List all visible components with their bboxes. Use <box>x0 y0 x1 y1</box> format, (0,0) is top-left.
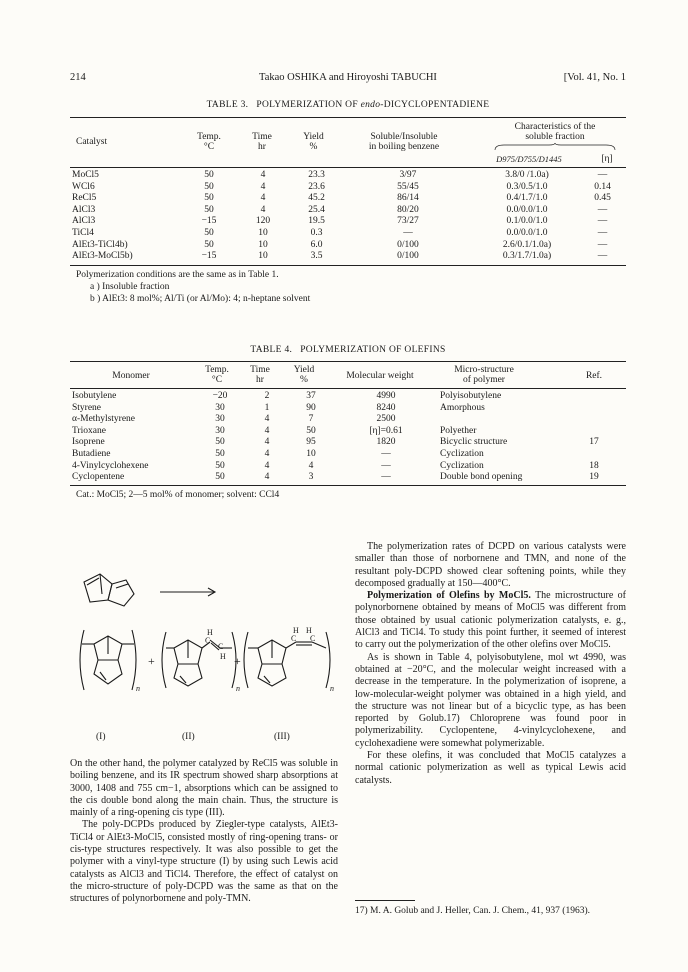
table-row <box>70 437 626 449</box>
subscript-n-2: n <box>236 684 240 693</box>
t4-header-monomer: Monomer <box>112 371 150 381</box>
t4-cell-ref <box>562 391 626 403</box>
t4-cell-micro: Polyether <box>440 425 477 436</box>
c-atom-iii-right: C <box>310 634 316 643</box>
footnote-rule <box>355 900 415 901</box>
t4-cell-ref: 17 <box>589 437 599 448</box>
table4-top-rule <box>70 361 626 362</box>
t4-cell-micro <box>438 414 562 426</box>
t3-cell-catalyst: MoCl5 <box>72 170 99 180</box>
t3-cell-catalyst: WCl6 <box>72 181 95 192</box>
t3-cell-time: 10 <box>258 239 268 250</box>
t4-cell-monomer: Isobutylene <box>72 391 117 401</box>
t4-cell-monomer: α-Methylstyrene <box>72 414 136 425</box>
t3-cell-time: 120 <box>255 216 271 227</box>
t3-cell-yield: 0.3 <box>310 227 323 238</box>
t3-cell-yield: 25.4 <box>308 204 325 215</box>
t4-cell-time: 4 <box>264 414 270 425</box>
table-row <box>70 403 626 415</box>
t4-cell-mw: 1820 <box>376 437 396 448</box>
footnote-17: 17) M. A. Golub and J. Heller, Can. J. Chem., 41, 937 (1963). <box>355 906 590 916</box>
plus-sign-2: + <box>234 654 241 668</box>
t3-cell-eta: — <box>597 170 608 180</box>
t4-cell-time: 1 <box>264 402 270 413</box>
t3-cell-temp: −15 <box>201 216 217 227</box>
t3-header-catalyst: Catalyst <box>76 137 108 147</box>
t4-cell-monomer: Trioxane <box>72 425 106 436</box>
t3-cell-catalyst: TiCl4 <box>72 227 94 238</box>
t4-cell-yield: 7 <box>308 414 314 425</box>
table3-body <box>70 170 626 263</box>
t4-cell-ref <box>562 426 626 438</box>
label-structure-i: (I) <box>96 732 106 742</box>
t3-cell-solubility: 86/14 <box>397 193 419 204</box>
t3-cell-ratio: 0.0/0.0/1.0 <box>506 204 548 215</box>
t4-cell-ref <box>562 449 626 461</box>
t4-cell-monomer: 4-Vinylcyclohexene <box>72 460 149 471</box>
t3-cell-yield: 23.6 <box>308 181 325 192</box>
t3-cell-time: 4 <box>260 204 266 215</box>
t3-cell-solubility: — <box>403 227 413 238</box>
table3-bottom-rule <box>70 265 626 266</box>
t4-header-time: Time hr <box>250 365 270 385</box>
t3-cell-temp: 50 <box>204 227 214 238</box>
t3-note-conditions: Polymerization conditions are the same as in Table 1. <box>76 270 279 280</box>
t4-header-ref: Ref. <box>585 371 603 381</box>
t3-cell-ratio: 0.1/0.0/1.0 <box>506 216 548 227</box>
t3-cell-yield: 19.5 <box>308 216 325 227</box>
plus-sign-1: + <box>148 654 155 668</box>
polymer-structure-i <box>80 630 136 690</box>
t3-cell-eta: — <box>597 216 608 227</box>
t4-cell-mw: — <box>381 448 391 459</box>
t4-cell-micro: Polyisobutylene <box>440 391 502 401</box>
table-row <box>70 216 626 228</box>
t3-brace <box>494 143 616 151</box>
reaction-arrow <box>160 588 215 596</box>
table-row <box>70 193 626 205</box>
t3-cell-yield: 45.2 <box>308 193 325 204</box>
t3-cell-temp: 50 <box>204 193 214 204</box>
t3-header-eta: [η] <box>601 154 613 164</box>
t4-header-temp: Temp. °C <box>205 365 229 385</box>
t3-cell-ratio: 2.6/0.1/1.0a) <box>502 239 552 250</box>
left-paragraph-2: The poly-DCPDs produced by Ziegler-type catalysts, AlEt3-TiCl4 or AlEt3-MoCl5, consisted mostly of ring-opening trans- or cis-type structures respectively. It was also possible to get the polymer with a vinyl-type structure (I) by using such Lewis acid catalysts as AlCl3 and TiCl4. Therefore, the effect of catalyst on the micro-structure of poly-DCPD was the same as that on the structures of polynorbornene and poly-TMN. <box>70 819 338 905</box>
t4-header-mw: Molecular weight <box>346 371 414 381</box>
h-atom-ii-top: H <box>207 628 213 637</box>
t3-cell-catalyst: ReCl5 <box>72 193 97 204</box>
t3-cell-solubility: 73/27 <box>397 216 419 227</box>
t3-note-b: b ) AlEt3: 8 mol%; Al/Ti (or Al/Mo): 4; n-heptane solvent <box>90 294 311 304</box>
section-heading: Polymerization of Olefins by MoCl5. <box>367 590 531 602</box>
table-row <box>70 170 626 182</box>
t4-cell-time: 4 <box>264 425 270 436</box>
t3-cell-eta: 0.45 <box>594 193 611 204</box>
t4-cell-yield: 90 <box>306 402 316 413</box>
journal-volume: [Vol. 41, No. 1 <box>563 72 626 83</box>
t4-cell-time: 4 <box>264 460 270 471</box>
polymer-structure-iii <box>244 632 330 688</box>
h-atom-ii-bottom: H <box>220 652 226 661</box>
t4-cell-micro: Bicyclic structure <box>440 437 508 448</box>
t4-cell-time: 4 <box>264 472 270 483</box>
t4-cell-ref <box>562 414 626 426</box>
t4-cell-ref <box>562 403 626 415</box>
t4-cell-mw: — <box>381 472 391 483</box>
t3-cell-ratio: 0.3/0.5/1.0 <box>506 181 548 192</box>
table4-caption: TABLE 4. POLYMERIZATION OF OLEFINS <box>250 345 446 355</box>
t4-cell-mw: 8240 <box>376 402 396 413</box>
t3-cell-ratio: 0.3/1.7/1.0a) <box>502 251 552 262</box>
table-row <box>70 240 626 252</box>
subscript-n-3: n <box>330 684 334 693</box>
t3-cell-time: 4 <box>260 181 266 192</box>
t3-cell-ratio: 3.8/0 /1.0a) <box>505 170 549 180</box>
t4-cell-yield: 4 <box>308 460 314 471</box>
t4-cell-monomer: Styrene <box>72 402 102 413</box>
t3-cell-eta: — <box>597 227 608 238</box>
table3-caption: TABLE 3. POLYMERIZATION OF endo-DICYCLOPENTADIENE <box>206 100 490 110</box>
right-paragraph-2: Polymerization of Olefins by MoCl5. The microstructure of polynorbornene obtained by means of MoCl5 was different from those obtained by usual cationic polymerization catalysts, e. g., AlCl3 and TiCl4. To study this point further, it seemed of interest to carry out the polymerization of the other olefins over MoCl5. <box>355 590 626 651</box>
reaction-scheme <box>70 560 340 750</box>
table-row <box>70 426 626 438</box>
table4-header-rule <box>70 388 626 389</box>
t3-cell-solubility: 80/20 <box>397 204 419 215</box>
t4-cell-yield: 50 <box>306 425 316 436</box>
t4-header-micro: Micro-structure of polymer <box>454 365 514 385</box>
t3-header-time: Time hr <box>252 132 272 152</box>
h-atom-iii-left: H <box>293 626 299 635</box>
table4-body <box>70 391 626 484</box>
t4-cell-monomer: Butadiene <box>72 448 111 459</box>
t4-cell-ref: 18 <box>589 460 599 471</box>
t4-cell-monomer: Cyclopentene <box>72 472 125 483</box>
table-row <box>70 461 626 473</box>
t4-cell-micro: Cyclization <box>440 460 484 471</box>
t4-cell-yield: 3 <box>308 472 314 483</box>
t3-cell-yield: 3.5 <box>310 251 323 262</box>
t4-cell-micro: Amorphous <box>440 402 485 413</box>
t3-cell-ratio: 0.0/0.0/1.0 <box>506 227 548 238</box>
table-row <box>70 449 626 461</box>
t3-cell-temp: 50 <box>204 204 214 215</box>
table-row <box>70 205 626 217</box>
t3-cell-time: 10 <box>258 251 268 262</box>
t3-cell-eta: — <box>597 204 608 215</box>
t3-header-characteristics: Characteristics of the soluble fraction <box>514 122 596 142</box>
c-atom-ii-right: C <box>218 642 224 651</box>
t3-cell-catalyst: AlCl3 <box>72 204 96 215</box>
label-structure-iii: (III) <box>274 732 290 742</box>
t3-header-solubility: Soluble/Insoluble in boiling benzene <box>368 132 440 152</box>
t4-cell-yield: 10 <box>306 448 316 459</box>
t4-cell-mw: 4990 <box>376 391 396 401</box>
t3-cell-solubility: 55/45 <box>397 181 419 192</box>
t3-cell-eta: — <box>597 239 608 250</box>
right-paragraph-1: The polymerization rates of DCPD on various catalysts were smaller than those of norbornene and TMN, and none of the resultant poly-DCPD showed clear softening points, while they decomposed gradually at 150—400°C. <box>355 541 626 589</box>
t4-cell-time: 4 <box>264 448 270 459</box>
t3-cell-temp: 50 <box>204 181 214 192</box>
table3-header-rule <box>70 167 626 168</box>
right-column <box>355 541 626 787</box>
t3-cell-catalyst: AlEt3-TiCl4b) <box>72 239 128 250</box>
t4-cell-temp: 50 <box>215 460 225 471</box>
t3-cell-temp: −15 <box>201 251 217 262</box>
running-header <box>70 72 626 86</box>
table-row <box>70 391 626 403</box>
t3-cell-catalyst: AlEt3-MoCl5b) <box>72 251 133 262</box>
t3-cell-eta: — <box>597 251 608 262</box>
t4-cell-micro: Cyclization <box>440 448 484 459</box>
t3-header-temp: Temp. °C <box>197 132 221 152</box>
label-structure-ii: (II) <box>182 732 195 742</box>
t4-cell-temp: 50 <box>215 472 225 483</box>
t3-cell-solubility: 0/100 <box>397 251 419 262</box>
running-authors: Takao OSHIKA and Hiroyoshi TABUCHI <box>259 72 437 83</box>
t3-cell-ratio: 0.4/1.7/1.0 <box>506 193 548 204</box>
t4-cell-micro: Double bond opening <box>440 472 523 483</box>
t4-cell-temp: −20 <box>212 391 228 401</box>
t3-cell-temp: 50 <box>204 239 214 250</box>
t3-header-yield: Yield % <box>303 132 324 152</box>
t4-cell-temp: 50 <box>215 448 225 459</box>
t3-cell-catalyst: AlCl3 <box>72 216 96 227</box>
c-atom-ii-left: C <box>205 636 211 645</box>
table4-bottom-rule <box>70 485 626 486</box>
t3-cell-time: 4 <box>260 170 266 180</box>
right-paragraph-4: For these olefins, it was concluded that MoCl5 catalyzes a normal cationic polymerization as well as typical Lewis acid catalysts. <box>355 750 626 786</box>
t3-cell-solubility: 3/97 <box>399 170 417 180</box>
h-atom-iii-right: H <box>306 626 312 635</box>
table-row <box>70 182 626 194</box>
t4-cell-temp: 30 <box>215 414 225 425</box>
page-number: 214 <box>70 72 86 83</box>
t4-note: Cat.: MoCl5; 2—5 mol% of monomer; solvent: CCl4 <box>76 490 280 500</box>
subscript-n-1: n <box>136 684 140 693</box>
t3-cell-temp: 50 <box>204 170 214 180</box>
t4-cell-mw: [η]=0.61 <box>369 425 403 436</box>
table-row <box>70 472 626 484</box>
dcpd-monomer <box>84 574 134 606</box>
t3-cell-yield: 6.0 <box>310 239 323 250</box>
t4-cell-yield: 37 <box>306 391 316 401</box>
t3-note-a: a ) Insoluble fraction <box>90 282 170 292</box>
t4-cell-monomer: Isoprene <box>72 437 105 448</box>
t4-cell-yield: 95 <box>306 437 316 448</box>
t3-cell-time: 4 <box>260 193 266 204</box>
c-atom-iii-left: C <box>291 634 297 643</box>
t4-cell-temp: 30 <box>215 402 225 413</box>
table-row <box>70 414 626 426</box>
left-paragraph-1: On the other hand, the polymer catalyzed by ReCl5 was soluble in boiling benzene, and its IR spectrum showed sharp absorptions at 3000, 1408 and 755 cm−1, absorptions which can be assigned to the cis double bond along the main chain. Thus, the structure is mainly of a ring-opening cis type (III). <box>70 758 338 819</box>
t3-cell-yield: 23.3 <box>308 170 325 180</box>
t3-cell-solubility: 0/100 <box>397 239 419 250</box>
t4-cell-temp: 50 <box>215 437 225 448</box>
table-row <box>70 251 626 263</box>
t4-cell-mw: — <box>381 460 391 471</box>
t4-cell-time: 4 <box>264 437 270 448</box>
t3-cell-time: 10 <box>258 227 268 238</box>
table3-top-rule <box>70 117 626 118</box>
t4-header-yield: Yield % <box>293 365 315 385</box>
t4-cell-mw: 2500 <box>376 414 396 425</box>
table-row <box>70 228 626 240</box>
left-column <box>70 758 338 906</box>
t3-header-ratio: D975/D755/D1445 <box>496 154 562 164</box>
t4-cell-time: 2 <box>264 391 270 401</box>
t4-cell-ref: 19 <box>589 472 599 483</box>
t3-cell-eta: 0.14 <box>594 181 611 192</box>
right-paragraph-3: As is shown in Table 4, polyisobutylene, mol wt 4990, was obtained at −20°C, and the molecular weight increased with a decrease in the temperature. In the polymerization of isoprene, a low-molecular-weight polymer was obtained in a high yield, and the structure was not linear but of a bicyclic type, as has been reported by Golub.17) Chloroprene was found poor in polymerizability. Cyclopentene, 4-vinylcyclohexene, and cyclohexadiene were somewhat polymerizable. <box>355 651 626 749</box>
scheme-drawing <box>70 560 340 750</box>
t4-cell-temp: 30 <box>215 425 225 436</box>
